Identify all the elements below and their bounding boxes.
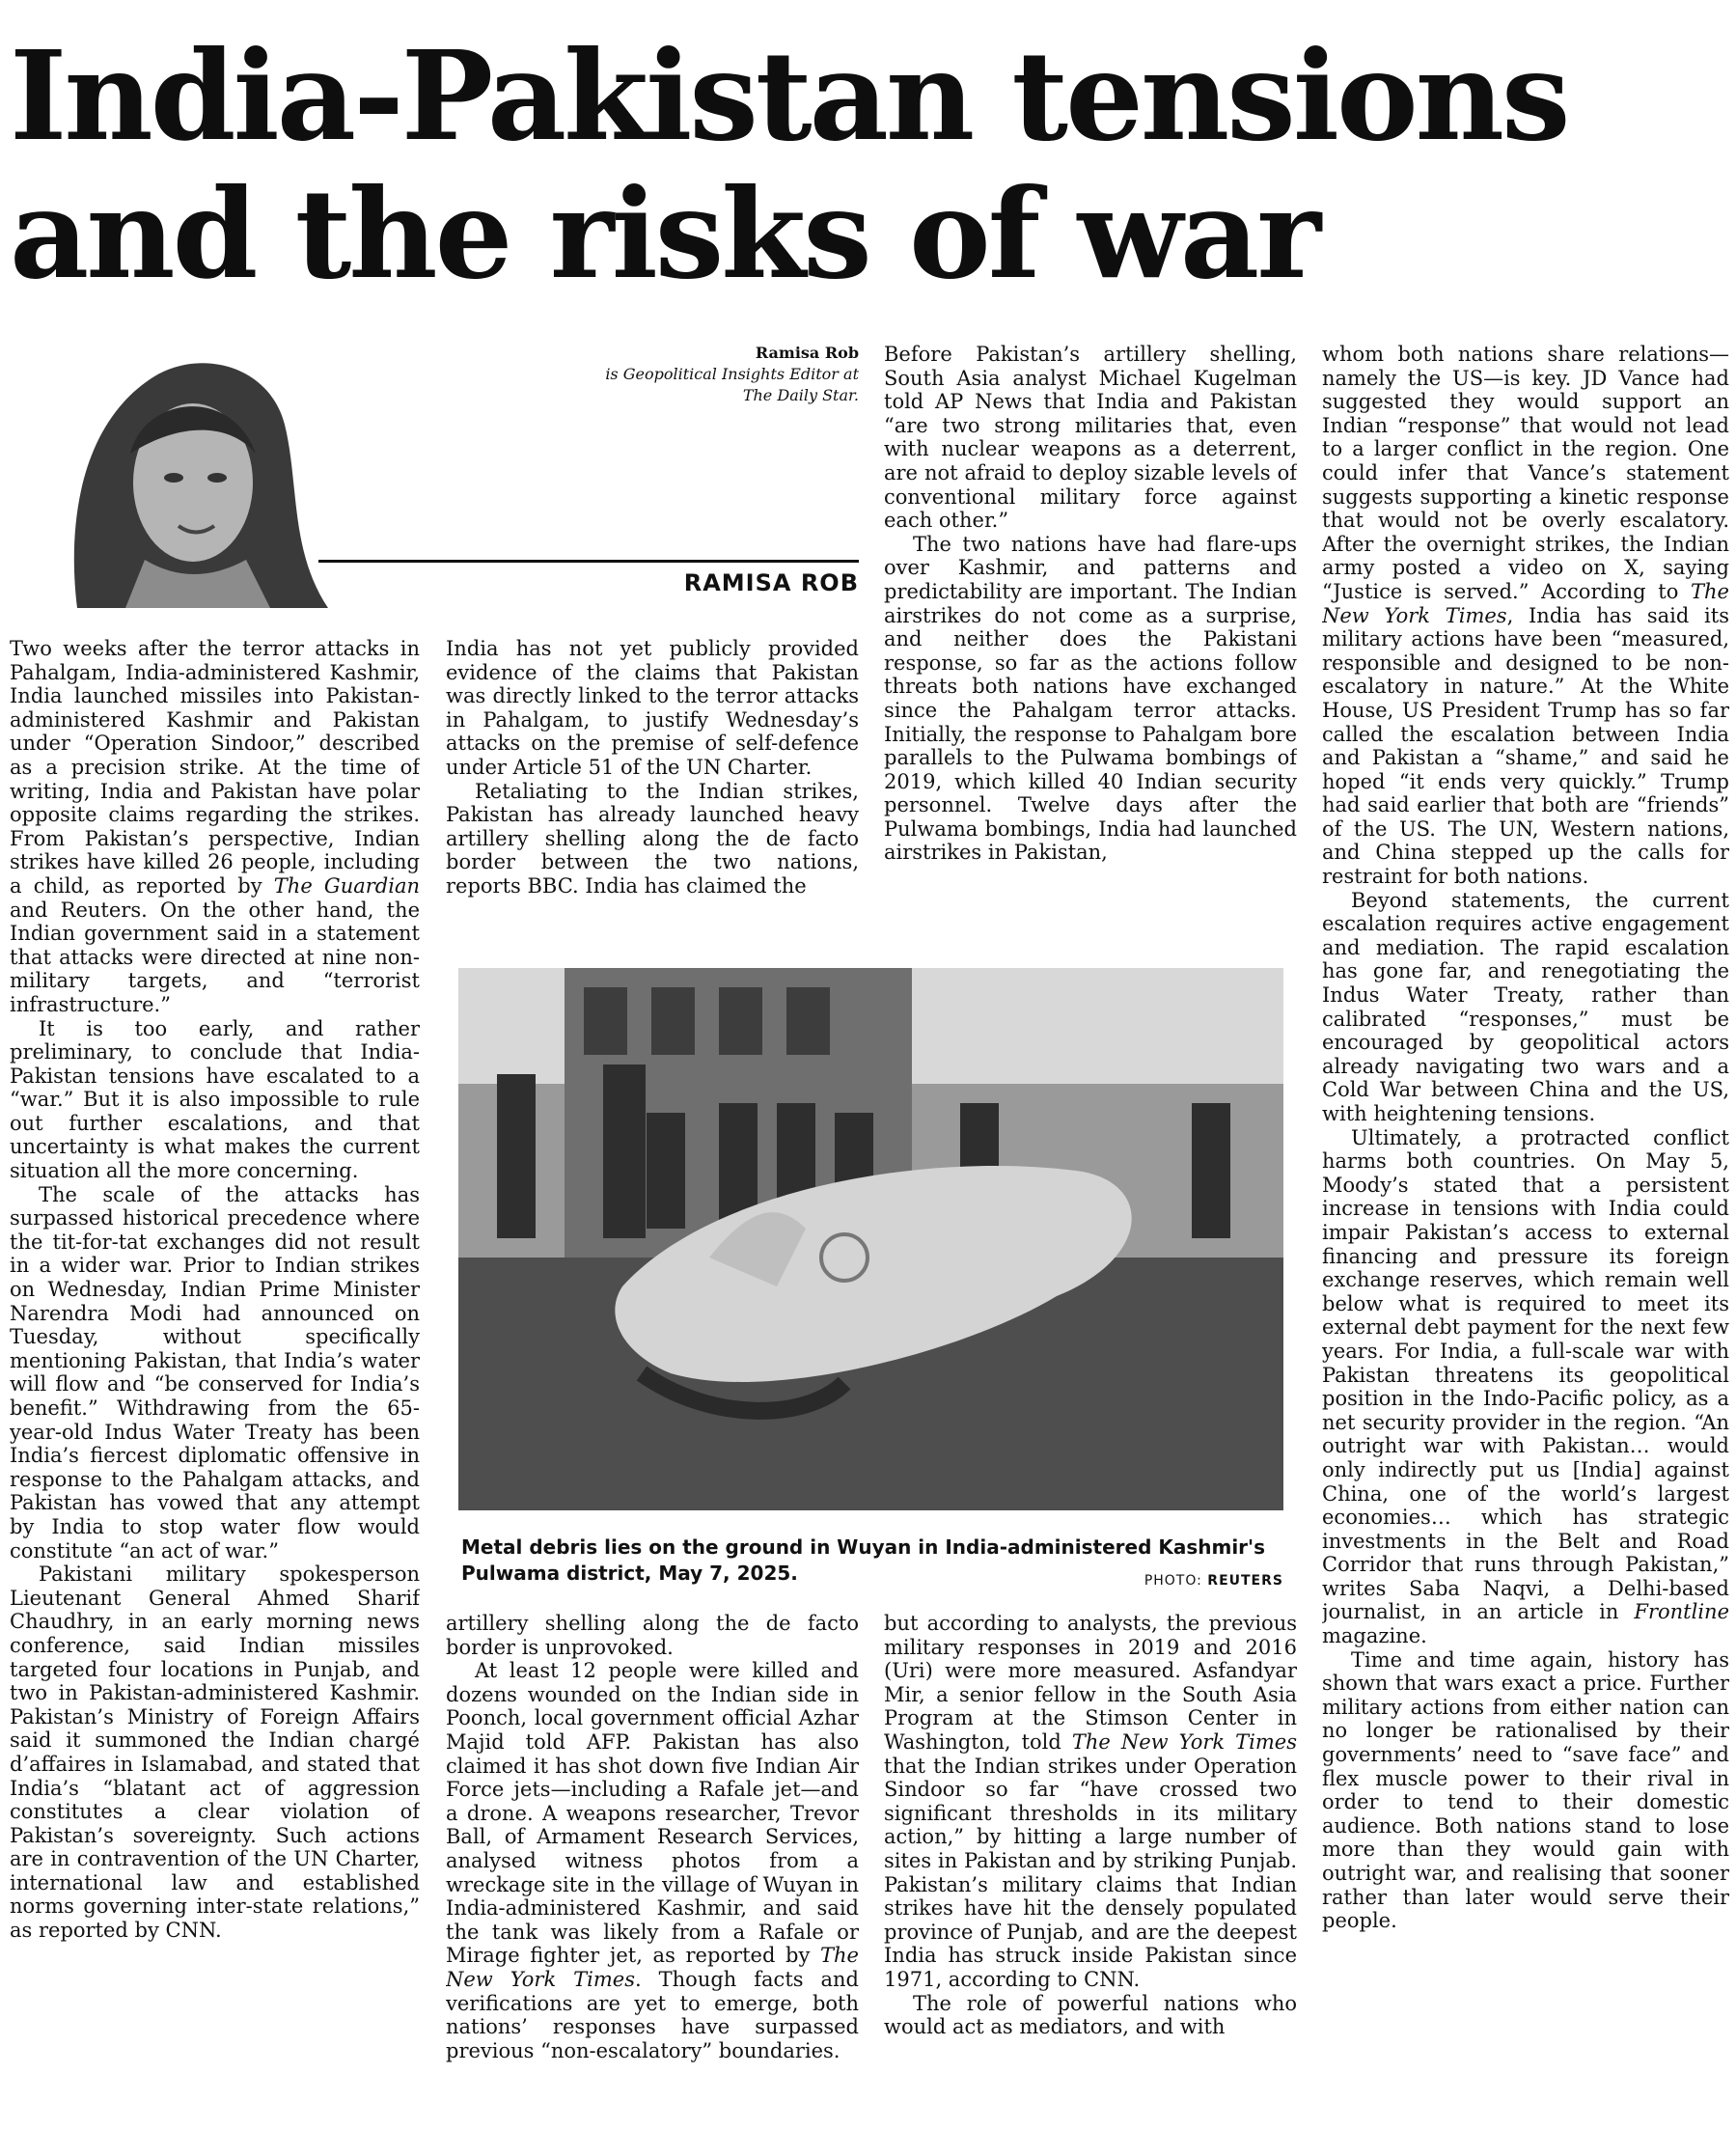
author-title: is Geopolitical Insights Editor at bbox=[605, 365, 859, 383]
paragraph: The scale of the attacks has surpassed historical precedence where the tit-for-tat exchanges did not result in a wider war. Prior to Indian strikes on Wednesday, Indian Prime Minister Narendra Modi had announced on Tuesday, without specifically mentioning Pakistan, that India’s water will flow and “be conserved for India’s benefit.” Withdrawing from the 65-year-old Indus Water Treaty has been India’s fiercest diplomatic offensive in response to the Pahalgam attacks, and Pakistan has vowed that any attempt by India to stop water flow would constitute “an act of war.” bbox=[10, 1182, 420, 1562]
paragraph: The role of powerful nations who would act as mediators, and with bbox=[884, 1991, 1297, 2039]
paragraph: It is too early, and rather preliminary, to conclude that India-Pakistan tensions have escalated to a “war.” But it is also impossible to rule out further escalations, and that uncertainty is what makes the current situation all the more concerning. bbox=[10, 1016, 420, 1183]
paragraph: but according to analysts, the previous military responses in 2019 and 2016 (Uri) were more measured. Asfandyar Mir, a senior fellow in the South Asia Program at the Stimson Center in Washington, told The New York Times that the Indian strikes under Operation Sindoor so far “have crossed two significant thresholds in its military action,” by hitting a large number of sites in Pakistan and by striking Punjab. Pakistan’s military claims that Indian strikes have hit the densely populated province of Punjab, and are the deepest India has struck inside Pakistan since 1971, according to CNN. bbox=[884, 1612, 1297, 1991]
headline bbox=[10, 24, 1727, 306]
paragraph: Ultimately, a protracted conflict harms both countries. On May 5, Moody’s stated that a persistent increase in tensions with India could impair Pakistan’s access to external financing and pressure its foreign exchange reserves, which remain well below what is required to meet its external debt payment for the next few years. For India, a full-scale war with Pakistan threatens its geopolitical position in the Indo-Pacific policy, as a net security provider in the region. “An outright war with Pakistan… would only indirectly put us [India] against China, one of the world’s largest economies… which has strategic investments in the Belt and Road Corridor that runs through Pakistan,” writes Saba Naqvi, a Delhi-based journalist, in an article in Frontline magazine. bbox=[1322, 1125, 1729, 1648]
paragraph: Pakistani military spokesperson Lieutenant General Ahmed Sharif Chaudhry, in an early morning news conference, said Indian missiles targeted four locations in Punjab, and two in Pakistan-administered Kashmir. Pakistan’s Ministry of Foreign Affairs said it summoned the Indian chargé d’affaires in Islamabad, and stated that India’s “blatant act of aggression constitutes a clear violation of Pakistan’s sovereignty. Such actions are in contravention of the UN Charter, international law and established norms governing inter-state relations,” as reported by CNN. bbox=[10, 1562, 420, 1943]
author-portrait bbox=[39, 338, 328, 608]
column-4 bbox=[1322, 343, 1729, 2123]
paragraph: Before Pakistan’s artillery shelling, South Asia analyst Michael Kugelman told AP News that India and Pakistan “are two strong militaries that, even with nuclear weapons as a deterrent, are not afraid to deploy sizable levels of conventional military force against each other.” bbox=[884, 343, 1297, 533]
column-3-top bbox=[884, 343, 1297, 955]
paragraph: Retaliating to the Indian strikes, Pakistan has already launched heavy artillery shelling along the de facto border between the two nations, reports BBC. India has claimed the bbox=[446, 779, 859, 898]
paragraph: At least 12 people were killed and dozens wounded on the Indian side in Poonch, local government official Azhar Majid told AFP. Pakistan has also claimed it has shot down five Indian Air Force jets—including a Rafale jet—and a drone. A weapons researcher, Trevor Ball, of Armament Research Services, analysed witness photos from a wreckage site in the village of Wuyan in India-administered Kashmir, and said the tank was likely from a Rafale or Mirage fighter jet, as reported by The New York Times. Though facts and verifications are yet to emerge, both nations’ responses have surpassed previous “non-escalatory” boundaries. bbox=[446, 1659, 859, 2062]
photo-credit: PHOTO: REUTERS bbox=[1144, 1573, 1283, 1589]
column-1 bbox=[10, 637, 420, 2123]
headline-line-2: and the risks of war bbox=[10, 162, 1319, 306]
photo-caption: Metal debris lies on the ground in Wuyan in India-administered Kashmir's Pulwama district, May 7, 2025. bbox=[461, 1535, 1266, 1585]
column-2-top bbox=[446, 637, 859, 955]
author-publication: The Daily Star. bbox=[742, 386, 859, 404]
paragraph: Time and time again, history has shown that wars exact a price. Further military actions from either nation can no longer be rationalised by their governments’ need to “save face” and flex muscle power to their rival in order to tend to their domestic audience. Both nations stand to lose more than they would gain with outright war, and realising that sooner rather than later would serve their people. bbox=[1322, 1647, 1729, 1933]
byline: RAMISA ROB bbox=[683, 569, 859, 596]
headline-line-1: India-Pakistan tensions bbox=[10, 24, 1568, 168]
byline-divider bbox=[318, 560, 859, 563]
column-2-bottom bbox=[446, 1612, 859, 2123]
news-photo bbox=[458, 968, 1283, 1510]
paragraph: artillery shelling along the de facto border is unprovoked. bbox=[446, 1612, 859, 1659]
paragraph: India has not yet publicly provided evidence of the claims that Pakistan was directly linked to the terror attacks in Pahalgam, to justify Wednesday’s attacks on the premise of self-defence under Article 51 of the UN Charter. bbox=[446, 637, 859, 779]
paragraph: The two nations have had flare-ups over Kashmir, and patterns and predictability are important. The Indian airstrikes do not come as a surprise, and neither does the Pakistani response, so far as the actions follow threats both nations have exchanged since the Pahalgam terror attacks. Initially, the response to Pahalgam bore parallels to the Pulwama bombings of 2019, which killed 40 Indian security personnel. Twelve days after the Pulwama bombings, India had launched airstrikes in Pakistan, bbox=[884, 532, 1297, 865]
paragraph: Beyond statements, the current escalation requires active engagement and mediation. The rapid escalation has gone far, and renegotiating the Indus Water Treaty, rather than calibrated “responses,” must be encouraged by geopolitical actors already navigating two wars and a Cold War between China and the US, with heightening tensions. bbox=[1322, 888, 1729, 1125]
paragraph: whom both nations share relations—namely the US—is key. JD Vance had suggested they would support an Indian “response” that would not lead to a larger conflict in the region. One could infer that Vance’s statement suggests supporting a kinetic response that would not be overly escalatory. After the overnight strikes, the Indian army posted a video on X, saying “Justice is served.” According to The New York Times, India has said its military actions have been “measured, responsible and designed to be non-escalatory in nature.” At the White House, US President Trump has so far called the escalation between India and Pakistan a “shame,” and said he hoped “it ends very quickly.” Trump had said earlier that both are “friends” of the US. The UN, Western nations, and China stepped up the calls for restraint for both nations. bbox=[1322, 343, 1729, 889]
author-info bbox=[540, 343, 859, 406]
column-3-bottom bbox=[884, 1612, 1297, 2123]
paragraph: Two weeks after the terror attacks in Pahalgam, India-administered Kashmir, India launched missiles into Pakistan-administered Kashmir and Pakistan under “Operation Sindoor,” described as a precision strike. At the time of writing, India and Pakistan have polar opposite claims regarding the strikes. From Pakistan’s perspective, Indian strikes have killed 26 people, including a child, as reported by The Guardian and Reuters. On the other hand, the Indian government said in a statement that attacks were directed at nine non-military targets, and “terrorist infrastructure.” bbox=[10, 637, 420, 1016]
author-name: Ramisa Rob bbox=[755, 344, 859, 362]
